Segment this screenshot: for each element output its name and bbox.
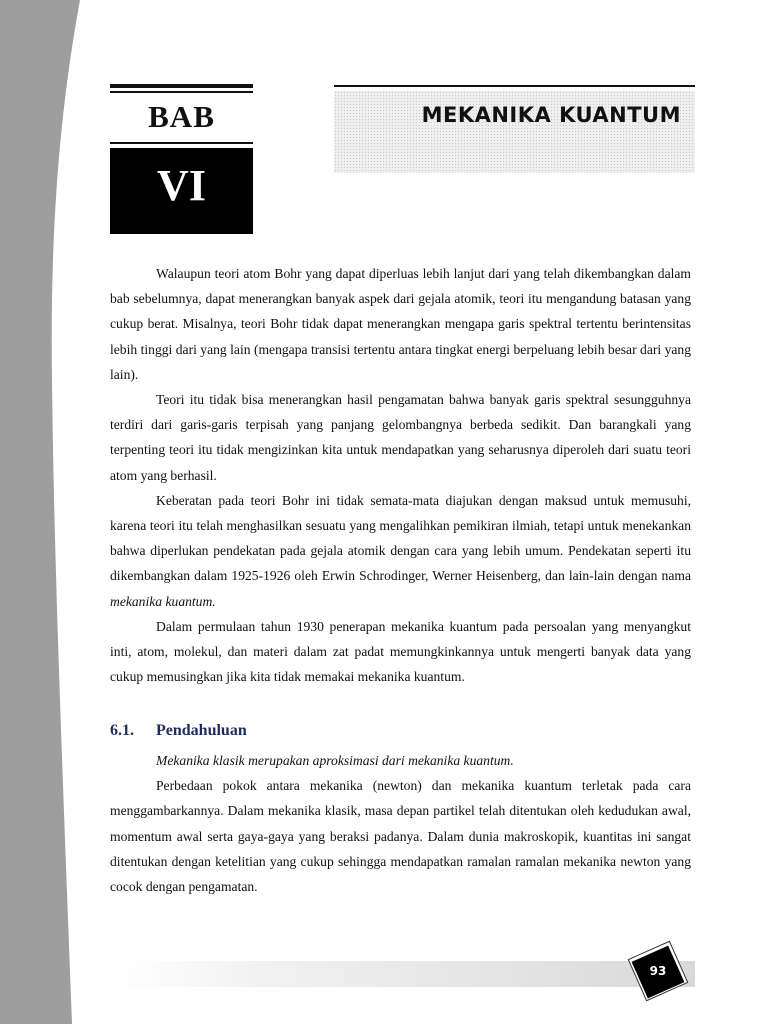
footer-bar (110, 961, 695, 987)
intro-text (110, 261, 691, 689)
chapter-title: MEKANIKA KUANTUM (421, 103, 681, 127)
chapter-rule-mid (110, 142, 253, 144)
chapter-title-box (334, 91, 695, 173)
section-heading (110, 722, 691, 740)
paragraph-4: Dalam permulaan tahun 1930 penerapan mekanika kuantum pada persoalan yang menyangkut inti, atom, molekul, dan materi dalam zat padat memungkinkannya untuk mengerti banyak data yang cukup memusingkan jika kita tidak memakai mekanika kuantum. (110, 618, 691, 685)
chapter-title-rule (334, 85, 695, 87)
section-paragraph: Perbedaan pokok antara mekanika (newton) dan mekanika kuantum terletak pada cara menggambarkannya. Dalam mekanika klasik, masa depan partikel telah ditentukan oleh kedudukan awal, momentum awal serta gaya-gaya yang beraksi padanya. Dalam dunia makroskopik, kuantitas ini sangat ditentukan dengan ketelitian yang cukup sehingga mendapatkan ramalan ramalan mekanika newton yang cocok dengan pengamatan. (110, 778, 691, 895)
section-number: 6.1. (110, 722, 134, 739)
page-edge-shape (0, 0, 80, 1024)
section-lead: Mekanika klasik merupakan aproksimasi dari mekanika kuantum. (156, 753, 514, 768)
chapter-numeral: VI (110, 148, 253, 234)
paragraph-3-italic-term: mekanika kuantum. (110, 593, 216, 609)
page-number-badge (631, 946, 685, 1000)
paragraph-1: Walaupun teori atom Bohr yang dapat diperluas lebih lanjut dari yang telah dikembangkan dalam bab sebelumnya, dapat menerangkan banyak aspek dari gejala atomik, teori itu mengandung batasan yang cukup berat. Misalnya, teori Bohr tidak dapat menerangkan mengapa garis spektral tertentu berintensitas lebih tinggi dari yang lain (mengapa transisi tertentu antara tingkat energi berpeluang lebih besar dari yang lain). (110, 266, 691, 382)
chapter-label: BAB (148, 99, 215, 134)
paragraph-3-text: Keberatan pada teori Bohr ini tidak semata-mata diajukan dengan maksud untuk memusuhi, karena teori itu telah menghasilkan sesuatu yang mengalihkan pemikiran ilmiah, tetapi untuk menekankan bahwa diperlukan pendekatan pada gejala atomik dengan cara yang lebih umum. Pendekatan seperti itu dikembangkan dalam 1925-1926 oleh Erwin Schrodinger, Werner Heisenberg, dan lain-lain dengan nama (110, 492, 691, 584)
paragraph-2: Teori itu tidak bisa menerangkan hasil pengamatan bahwa banyak garis spektral sesungguhnya terdiri dari garis-garis terpisah yang panjang gelombangnya berbeda sedikit. Dan barangkali yang terpenting teori itu tidak mengizinkan kita untuk mendapatkan yang seharusnya diperoleh dari suatu teori atom yang berhasil. (110, 392, 691, 483)
page-edge-strip (0, 0, 80, 1024)
page-number: 93 (649, 964, 667, 978)
section-title: Pendahuluan (156, 722, 247, 739)
chapter-rule-top (110, 84, 253, 88)
section-text (110, 748, 691, 899)
paragraph-3 (110, 488, 691, 614)
chapter-label-block (110, 84, 253, 234)
